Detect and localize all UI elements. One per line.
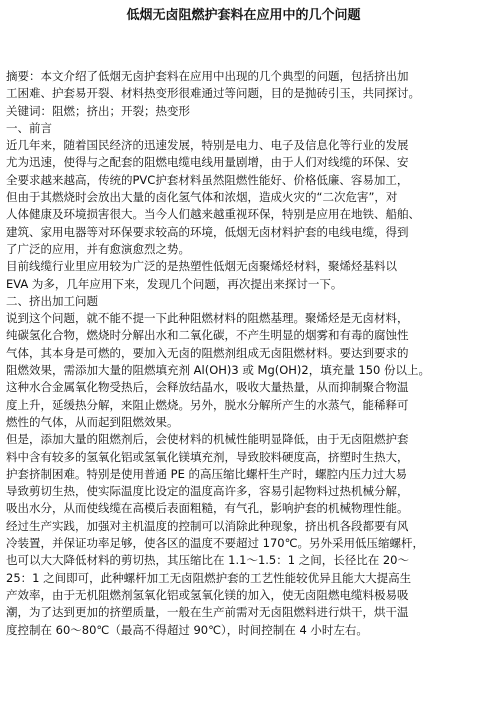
abstract-block [6,68,481,120]
body-line: 了广泛的应用，并有愈演愈烈之势。 [6,241,190,256]
body-line: 但由于其燃烧时会放出大量的卤化氢气体和浓烟，造成火灾的“二次危害”，对 [6,190,398,205]
body-line: 潮，为了达到更加的挤塑质量，一般在生产前需对无卤阻燃料进行烘干，烘干温 [6,605,409,620]
body-line: 建筑、家用电器等对环保要求较高的环境，低烟无卤材料护套的电线电缆，得到 [6,224,409,239]
preface-body [6,137,481,293]
body-line: 近几年来，随着国民经济的迅速发展，特别是电力、电子及信息化等行业的发展 [6,138,409,153]
section-heading-extrusion: 二、挤出加工问题 [6,293,98,308]
body-line: 尤为迅速，使得与之配套的阻燃电缆电线用量剧增，由于人们对线缆的环保、安 [6,155,409,170]
document-title: 低烟无卤阻燃护套料在应用中的几个问题 [126,8,361,23]
body-line: 目前线缆行业里应用较为广泛的是热塑性低烟无卤聚烯烃材料，聚烯烃基料以 [6,259,397,274]
section-heading-preface: 一、前言 [6,120,52,135]
body-line: 燃性的气体，从而起到阻燃效果。 [6,414,179,429]
body-line: 吸出水分，从而使线缆在高模后表面粗糙，有气孔，影响护套的机械物理性能。 [6,501,409,516]
body-line: 产效率，由于无机阻燃剂氢氧化铝或氢氧化镁的加入，使无卤阻燃电缆料极易吸 [6,587,409,602]
body-line: 人体健康及环境损害很大。当今人们越来越重视环保，特别是应用在地铁、船舶、 [6,207,420,222]
body-line: 度上升，延缓热分解，来阻止燃烧。另外，脱水分解所产生的水蒸气，能稀释可 [6,397,409,412]
body-line: 说到这个问题，就不能不提一下此种阻燃材料的阻燃基理。聚烯烃是无卤材料， [6,311,409,326]
body-line: 25：1 之间即可，此种螺杆加工无卤阻燃护套的工艺性能较优异且能大大提高生 [6,570,412,585]
body-line: 导致剪切生热，使实际温度比设定的温度高许多，容易引起物料过热机械分解， [6,484,409,499]
body-line: 这种水合金属氧化物受热后，会释放结晶水，吸收大量热量，从而抑制聚合物温 [6,380,409,395]
body-line: 气体，其本身是可燃的，要加入无卤的阻燃剂组成无卤阻燃材料。要达到要求的 [6,345,409,360]
body-line: 纯碳氢化合物，燃烧时分解出水和二氧化碳，不产生明显的烟雾和有毒的腐蚀性 [6,328,409,343]
keywords-line: 关键词：阻燃；挤出；开裂；热变形 [6,103,190,118]
body-line: EVA 为多，几年应用下来，发现几个问题，再次提出来探讨一下。 [6,276,343,291]
abstract-line: 工困难、护套易开裂、材料热变形很难通过等问题，目的是抛砖引玉，共同探讨。 [6,86,420,101]
body-line: 也可以大大降低材料的剪切热，其压缩比在 1.1～1.5：1 之间，长径比在 20～ [6,553,409,568]
body-line: 冷装置，并保证功率足够，使各区的温度不要超过 170℃。另外采用低压缩螺杆， [6,536,425,551]
body-line: 料中含有较多的氢氧化铝或氢氧化镁填充剂，导致胶料硬度高，挤塑时生热大， [6,449,409,464]
body-line: 经过生产实践，加强对主机温度的控制可以消除此种现象，挤出机各段都要有风 [6,518,409,533]
body-line: 全要求越来越高，传统的PVC护套材料虽然阻燃性能好、价格低廉、容易加工， [6,172,409,187]
body-line: 护套挤制困难。特别是使用普通 PE 的高压缩比螺杆生产时，螺腔内压力过大易 [6,466,408,481]
extrusion-body [6,310,481,639]
abstract-line: 摘要：本文介绍了低烟无卤护套料在应用中出现的几个典型的问题，包括挤出加 [6,69,409,83]
body-line: 阻燃效果，需添加大量的阻燃填充剂 Al(OH)3 或 Mg(OH)2，填充量 150 份以上。 [6,363,430,378]
body-line: 度控制在 60～80℃（最高不得超过 90℃），时间控制在 4 小时左右。 [6,622,368,637]
body-line: 但是，添加大量的阻燃剂后，会使材料的机械性能明显降低，由于无卤阻燃护套 [6,432,409,447]
